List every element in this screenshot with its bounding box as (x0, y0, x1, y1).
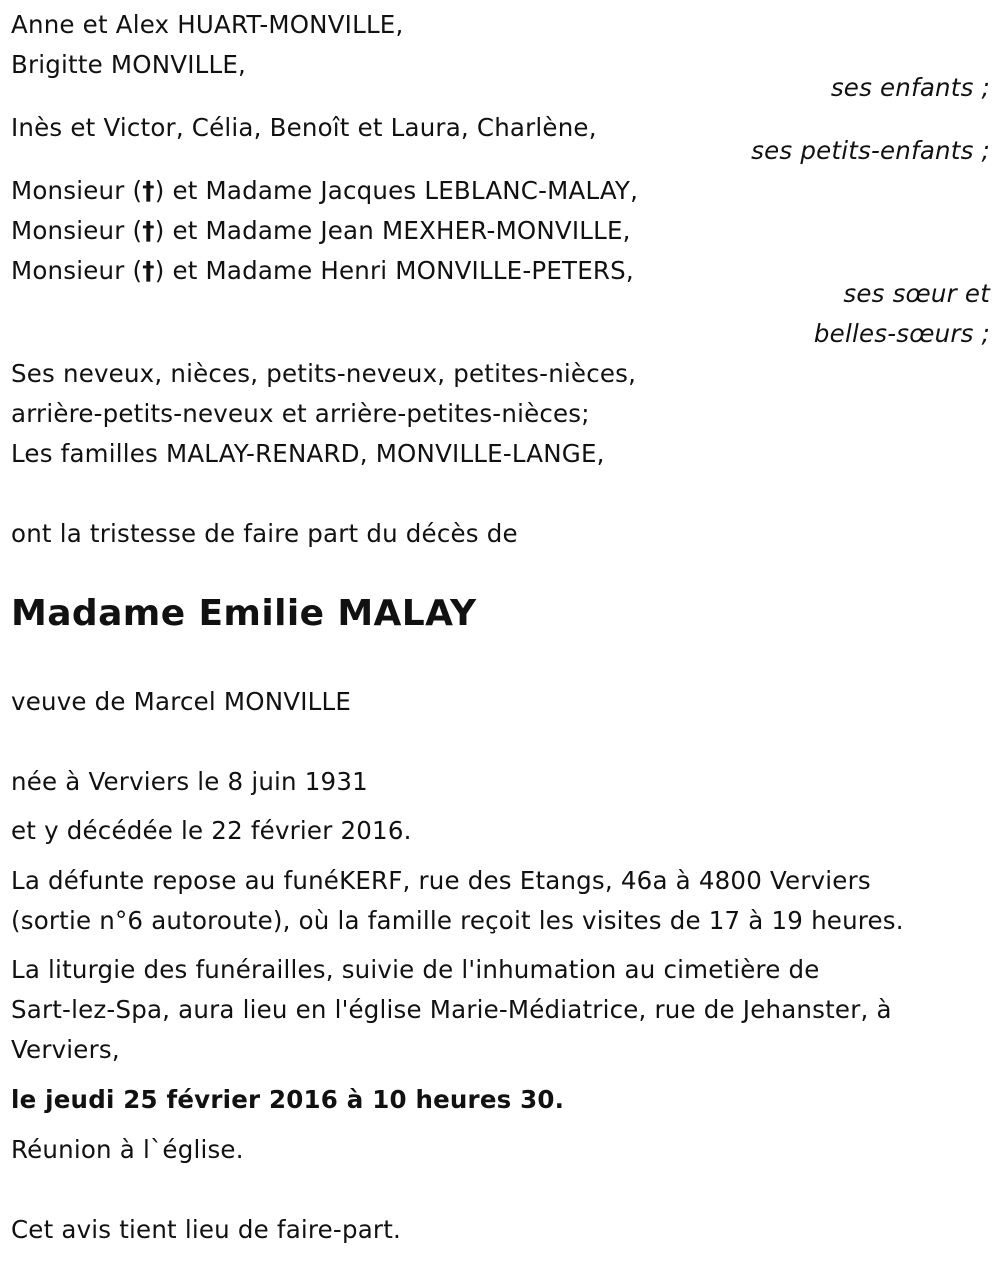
spouse-line: veuve de Marcel MONVILLE (11, 687, 352, 716)
extended-line-3: Les familles MALAY-RENARD, MONVILLE-LANGE, (11, 439, 605, 468)
children-label: ses enfants ; (830, 73, 990, 102)
visitation-line-1: La défunte repose au funéKERF, rue des Etangs, 46a à 4800 Verviers (11, 866, 871, 895)
grandchildren-label: ses petits-enfants ; (751, 136, 990, 165)
funeral-line-1: La liturgie des funérailles, suivie de l'inhumation au cimetière de (11, 955, 820, 984)
grandchildren-line-1: Inès et Victor, Célia, Benoît et Laura, Charlène, (11, 113, 597, 142)
sibling-prefix: Monsieur ( (11, 256, 143, 285)
cross-icon: † (142, 216, 155, 245)
sibling-prefix: Monsieur ( (11, 216, 143, 245)
sibling-line-2 (11, 216, 631, 246)
visitation-line-2: (sortie n°6 autoroute), où la famille reçoit les visites de 17 à 19 heures. (11, 906, 904, 935)
siblings-label-line-2: belles-sœurs ; (813, 319, 990, 348)
closing-line: Cet avis tient lieu de faire-part. (11, 1215, 401, 1244)
children-line-1: Anne et Alex HUART-MONVILLE, (11, 10, 404, 39)
funeral-date: le jeudi 25 février 2016 à 10 heures 30. (11, 1085, 565, 1114)
meeting-line: Réunion à l`église. (11, 1135, 244, 1164)
cross-icon: † (142, 176, 155, 205)
siblings-label-line-1: ses sœur et (843, 279, 990, 308)
birth-line: née à Verviers le 8 juin 1931 (11, 767, 368, 796)
death-line: et y décédée le 22 février 2016. (11, 816, 412, 845)
extended-line-1: Ses neveux, nièces, petits-neveux, petites-nièces, (11, 359, 637, 388)
sibling-line-1 (11, 176, 638, 206)
funeral-line-2: Sart-lez-Spa, aura lieu en l'église Marie-Médiatrice, rue de Jehanster, à (11, 995, 892, 1024)
announcement: ont la tristesse de faire part du décès de (11, 519, 518, 548)
extended-line-2: arrière-petits-neveux et arrière-petites-nièces; (11, 399, 590, 428)
children-line-2: Brigitte MONVILLE, (11, 50, 247, 79)
sibling-name: ) et Madame Jacques LEBLANC-MALAY, (154, 176, 639, 205)
sibling-prefix: Monsieur ( (11, 176, 143, 205)
funeral-line-3: Verviers, (11, 1035, 120, 1064)
cross-icon: † (142, 256, 155, 285)
sibling-name: ) et Madame Jean MEXHER-MONVILLE, (154, 216, 631, 245)
deceased-name: Madame Emilie MALAY (11, 593, 477, 634)
sibling-name: ) et Madame Henri MONVILLE-PETERS, (154, 256, 634, 285)
sibling-line-3 (11, 256, 634, 286)
